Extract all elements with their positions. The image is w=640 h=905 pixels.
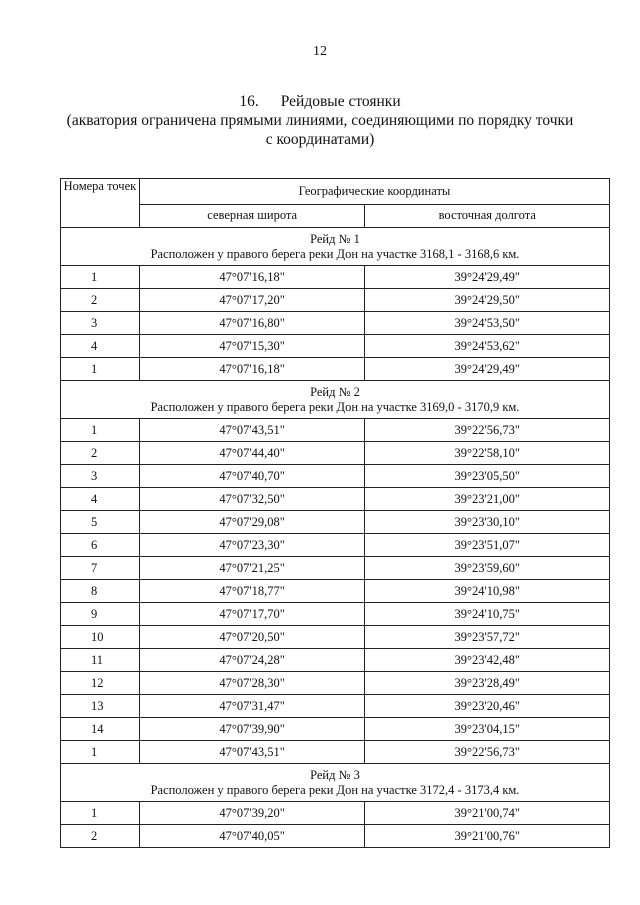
latitude-cell: 47°07'43,51" [139, 419, 365, 442]
heading-subtitle-line-1: (акватория ограничена прямыми линиями, соединяющими по порядку точки [66, 112, 574, 129]
point-number-cell: 1 [61, 358, 140, 381]
point-number-cell: 2 [61, 825, 140, 848]
section-title: Рейд № 1 [310, 231, 360, 246]
point-number-cell: 7 [61, 557, 140, 580]
longitude-cell: 39°23'20,46" [365, 695, 610, 718]
point-number-cell: 1 [61, 802, 140, 825]
table-row [61, 534, 610, 557]
section-cell [61, 764, 610, 802]
longitude-cell: 39°22'56,73" [365, 419, 610, 442]
table-row [61, 603, 610, 626]
heading-number: 16. [239, 93, 259, 110]
section-heading [0, 92, 640, 149]
latitude-cell: 47°07'32,50" [139, 488, 365, 511]
latitude-cell: 47°07'28,30" [139, 672, 365, 695]
table-row [61, 465, 610, 488]
section-description: Расположен у правого берега реки Дон на участке 3168,1 - 3168,6 км. [150, 246, 520, 261]
section-description: Расположен у правого берега реки Дон на участке 3172,4 - 3173,4 км. [150, 782, 520, 797]
section-cell [61, 228, 610, 266]
point-number-cell: 12 [61, 672, 140, 695]
point-number-cell: 14 [61, 718, 140, 741]
longitude-cell: 39°22'56,73" [365, 741, 610, 764]
longitude-cell: 39°23'05,50" [365, 465, 610, 488]
point-number-cell: 10 [61, 626, 140, 649]
table-row [61, 289, 610, 312]
point-number-cell: 6 [61, 534, 140, 557]
table-row [61, 266, 610, 289]
longitude-cell: 39°24'53,62" [365, 335, 610, 358]
longitude-cell: 39°21'00,74" [365, 802, 610, 825]
table-row [61, 511, 610, 534]
latitude-cell: 47°07'15,30" [139, 335, 365, 358]
longitude-cell: 39°23'42,48" [365, 649, 610, 672]
latitude-cell: 47°07'44,40" [139, 442, 365, 465]
header-point-numbers: Номера точек [61, 179, 140, 228]
point-number-cell: 5 [61, 511, 140, 534]
table-row [61, 626, 610, 649]
heading-title: Рейдовые стоянки [280, 93, 401, 110]
latitude-cell: 47°07'21,25" [139, 557, 365, 580]
page-number: 12 [313, 44, 327, 59]
point-number-cell: 11 [61, 649, 140, 672]
point-number-cell: 1 [61, 741, 140, 764]
longitude-cell: 39°22'58,10" [365, 442, 610, 465]
latitude-cell: 47°07'39,20" [139, 802, 365, 825]
point-number-cell: 4 [61, 335, 140, 358]
table-row [61, 557, 610, 580]
table-row [61, 335, 610, 358]
longitude-cell: 39°21'00,76" [365, 825, 610, 848]
longitude-cell: 39°23'51,07" [365, 534, 610, 557]
heading-title-line [0, 92, 640, 111]
longitude-cell: 39°24'29,50" [365, 289, 610, 312]
table-row [61, 718, 610, 741]
latitude-cell: 47°07'20,50" [139, 626, 365, 649]
latitude-cell: 47°07'31,47" [139, 695, 365, 718]
section-row [61, 228, 610, 266]
section-title: Рейд № 2 [310, 384, 360, 399]
longitude-cell: 39°24'10,98" [365, 580, 610, 603]
table-row [61, 672, 610, 695]
point-number-cell: 1 [61, 419, 140, 442]
table-body [61, 228, 610, 848]
longitude-cell: 39°23'04,15" [365, 718, 610, 741]
latitude-cell: 47°07'16,18" [139, 358, 365, 381]
latitude-cell: 47°07'40,70" [139, 465, 365, 488]
longitude-cell: 39°24'29,49" [365, 358, 610, 381]
longitude-cell: 39°23'28,49" [365, 672, 610, 695]
latitude-cell: 47°07'17,70" [139, 603, 365, 626]
latitude-cell: 47°07'43,51" [139, 741, 365, 764]
point-number-cell: 3 [61, 312, 140, 335]
table-row [61, 695, 610, 718]
table-row [61, 741, 610, 764]
header-latitude: северная широта [139, 204, 365, 227]
point-number-cell: 13 [61, 695, 140, 718]
section-row [61, 381, 610, 419]
section-description: Расположен у правого берега реки Дон на участке 3169,0 - 3170,9 км. [150, 399, 520, 414]
longitude-cell: 39°23'21,00" [365, 488, 610, 511]
latitude-cell: 47°07'16,18" [139, 266, 365, 289]
longitude-cell: 39°23'59,60" [365, 557, 610, 580]
longitude-cell: 39°24'53,50" [365, 312, 610, 335]
section-title: Рейд № 3 [310, 767, 360, 782]
section-cell [61, 381, 610, 419]
latitude-cell: 47°07'39,90" [139, 718, 365, 741]
table-row [61, 580, 610, 603]
point-number-cell: 4 [61, 488, 140, 511]
header-longitude: восточная долгота [365, 204, 610, 227]
table-row [61, 488, 610, 511]
table-row [61, 802, 610, 825]
longitude-cell: 39°24'10,75" [365, 603, 610, 626]
latitude-cell: 47°07'17,20" [139, 289, 365, 312]
table-row [61, 419, 610, 442]
latitude-cell: 47°07'40,05" [139, 825, 365, 848]
latitude-cell: 47°07'18,77" [139, 580, 365, 603]
longitude-cell: 39°23'30,10" [365, 511, 610, 534]
heading-subtitle-line-2: с координатами) [265, 131, 375, 148]
table-row [61, 312, 610, 335]
point-number-cell: 2 [61, 289, 140, 312]
header-geographic-coordinates: Географические координаты [139, 179, 609, 205]
latitude-cell: 47°07'29,08" [139, 511, 365, 534]
latitude-cell: 47°07'23,30" [139, 534, 365, 557]
latitude-cell: 47°07'24,28" [139, 649, 365, 672]
table-row [61, 825, 610, 848]
table-row [61, 649, 610, 672]
longitude-cell: 39°23'57,72" [365, 626, 610, 649]
point-number-cell: 9 [61, 603, 140, 626]
point-number-cell: 1 [61, 266, 140, 289]
point-number-cell: 3 [61, 465, 140, 488]
table-row [61, 358, 610, 381]
table-row [61, 442, 610, 465]
coordinates-table [60, 178, 610, 848]
point-number-cell: 2 [61, 442, 140, 465]
section-row [61, 764, 610, 802]
longitude-cell: 39°24'29,49" [365, 266, 610, 289]
point-number-cell: 8 [61, 580, 140, 603]
latitude-cell: 47°07'16,80" [139, 312, 365, 335]
